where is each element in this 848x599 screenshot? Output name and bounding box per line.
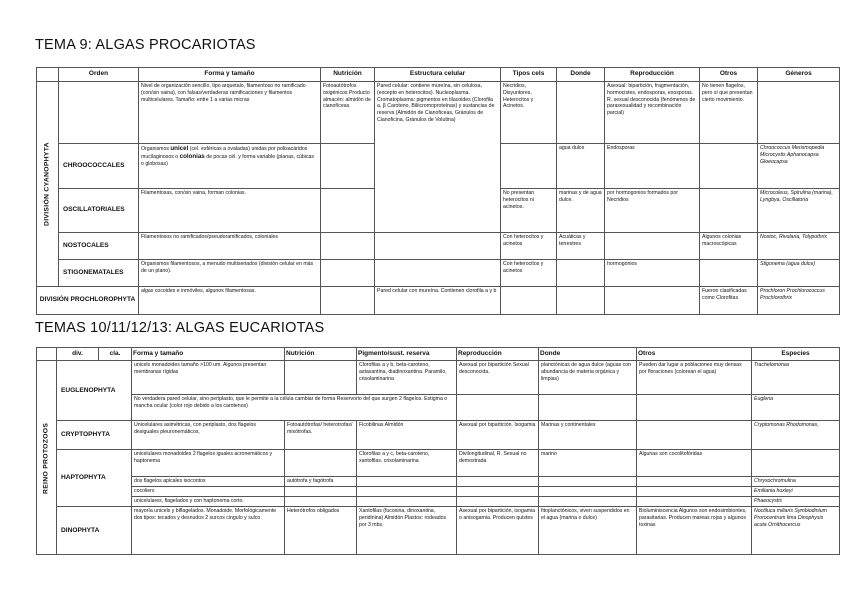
cell-empty: [457, 477, 539, 487]
cell-empty: [501, 144, 557, 189]
header-otros: Otros: [637, 348, 752, 361]
cell-tipos: Necridios, Disyuntores, Heterocitos y Acinetos.: [501, 82, 557, 144]
table-procariotas: [36, 67, 840, 315]
cell-forma: No verdadera pared celular, sino periplasto, que le permite a la célula cambiar de forma Reservorio del que surgen 2 flagelos. Estigma o mancha ocular (color rojo debido a los carotenos): [132, 395, 457, 421]
cell-empty: [457, 395, 539, 421]
cell-empty: [557, 287, 605, 315]
header-donde: Donde: [557, 68, 605, 82]
div-dinophyta: DINOPHYTA: [57, 507, 132, 555]
cell-empty: [539, 487, 637, 497]
text-part: (cel. esféricas a ovaladas) unidas por polisacáridos mucilaginosos o: [141, 146, 308, 161]
cell-empty: [637, 421, 752, 450]
cell-empty: [321, 189, 375, 233]
division-prochlorophyta: DIVISIÓN PROCHLOROPHYTA: [37, 287, 139, 315]
cell-empty: [637, 395, 752, 421]
cell-tipos: Con heterocitos y acinetos: [501, 233, 557, 260]
header-forma: Forma y tamaño: [139, 68, 321, 82]
cell-empty: [557, 260, 605, 287]
cell-empty: [59, 82, 139, 144]
cell-pigmento: Clorofilas a y b, beta-caroteno, astaxantina, diadinoxantina. Paramilo, crisolaminarina: [357, 361, 457, 395]
cell-especies: Cryptomonas Rhodomonas,: [752, 421, 840, 450]
cell-empty: [637, 477, 752, 487]
cell-estructura: Pared celular con mureína. Contienen clorofila a y b: [375, 287, 501, 315]
cell-forma: cocoliers: [132, 487, 285, 497]
text-part: Organismos: [141, 146, 171, 152]
cell-forma: unicelulares, flagelados y con haptonema corto.: [132, 497, 285, 507]
cell-empty: [457, 487, 539, 497]
header-generos: Géneros: [758, 68, 840, 82]
title-eucariotas: TEMAS 10/11/12/13: ALGAS EUCARIOTAS: [35, 320, 325, 336]
cell-forma: unicelulares monadoides 2 flagelos iguales acronemáticos y haptonema: [132, 450, 285, 477]
cell-empty: [758, 82, 840, 144]
cell-tipos: Con heterocitos y acinetos: [501, 260, 557, 287]
cell-empty: [357, 487, 457, 497]
header-div: div.: [57, 348, 99, 361]
table-row: [37, 233, 840, 260]
cell-pigmento: Xantofilas (fucoxina, dinoxantina, peridinina) Almidón Plastos: rodeados por 3 mbs.: [357, 507, 457, 555]
table-row: [37, 395, 840, 421]
text-part-bold: colonias: [179, 153, 205, 161]
order-nostocales: NOSTOCALES: [59, 233, 139, 260]
cell-empty: [700, 144, 758, 189]
header-pigmento: Pigmento/sust. reserva: [357, 348, 457, 361]
header-row: [37, 348, 840, 361]
cell-generos: Chroococcus Merismopedia Microcystis Aphanocapsa Gloeocapsa: [758, 144, 840, 189]
cell-empty: [605, 287, 700, 315]
cell-donde: marinas y de agua dulce.: [557, 189, 605, 233]
cell-nutricion: Heterótrofos obligados: [285, 507, 357, 555]
div-euglenophyta: EUGLENOPHYTA: [57, 361, 132, 421]
cell-empty: [539, 477, 637, 487]
order-stigonematales: STIGONEMATALES: [59, 260, 139, 287]
cell-donde: agua dulce: [557, 144, 605, 189]
table-row: [37, 507, 840, 555]
cell-nutricion: Fotoautótrofas/ heterotrofas/ mixótrofas.: [285, 421, 357, 450]
cell-reproduccion: Endosporas: [605, 144, 700, 189]
cell-empty: [357, 477, 457, 487]
cell-forma: Filamentosos no ramificados/pseudoramificados, coloniales: [139, 233, 321, 260]
cell-empty: [375, 260, 501, 287]
table-row: [37, 421, 840, 450]
cell-nutricion: autótrofa y fagótrofa: [285, 477, 357, 487]
cell-especies: Emiliania huxleyi: [752, 487, 840, 497]
header-otros: Otros: [700, 68, 758, 82]
table-row: [37, 260, 840, 287]
cell-empty: [321, 287, 375, 315]
cell-reproduccion: Asexual por bipartición. Isogamia: [457, 421, 539, 450]
cell-forma: dos flagelos apicales isocontos: [132, 477, 285, 487]
cell-forma: algas cocoides e inmóviles, algunos filamentosas.: [139, 287, 321, 315]
cell-otros: No tienen flagelos, pero sí que presentan cierto movimiento.: [700, 82, 758, 144]
cell-empty: [357, 497, 457, 507]
header-estructura: Estructura celular: [375, 68, 501, 82]
cell-donde: Acuáticas y terrestres: [557, 233, 605, 260]
cell-generos: Nostoc, Rivularia, Tolypothrix: [758, 233, 840, 260]
header-tipos: Tipos cels: [501, 68, 557, 82]
cell-empty: [501, 287, 557, 315]
cell-estructura: Pared celular: contiene mureína, sin celulosa, (excepto en heterocitos). Nucleoplasma. Cromatoplasma: pigmentos en tilacoides (Clorofila a, β Caroteno, Biliicromoproteínas) y sustancias de reserva (Almidón de Cianoficeas, Gránulos de Cianoficina, Gránulos de Volutina): [375, 82, 501, 233]
cell-pigmento: Clorofilas a y c, beta-caroteno, xantofilas. crisolaminarina: [357, 450, 457, 477]
cell-pigmento: Ficobilinas Almidón: [357, 421, 457, 450]
header-nutricion: Nutrición: [285, 348, 357, 361]
text-part: de pocas cél. y forma variable (planas, cúbicas o globosas): [141, 154, 315, 168]
cell-empty: [285, 450, 357, 477]
cell-reproduccion: Asexual: bipartición, fragmentación, hormocistes, endosporas, exosporas. R. sexual desconocida (fenómenos de parasexualidad y recombinación parcial): [605, 82, 700, 144]
cell-empty: [285, 487, 357, 497]
header-cla: cla.: [99, 348, 132, 361]
cell-donde: marino: [539, 450, 637, 477]
cell-especies: Chrysochromulina: [752, 477, 840, 487]
cell-donde: planctónicas de agua dulce (aguas con abundancia de materia orgánica y limpias): [539, 361, 637, 395]
cell-otros: Algunos colonias macroscópicas: [700, 233, 758, 260]
table-row: [37, 287, 840, 315]
cell-especies: Phaeocystis: [752, 497, 840, 507]
cell-forma: Unicelulares asimétricas, con periplasto, dos flagelos desiguales pleuronemáticos,: [132, 421, 285, 450]
cell-generos: [758, 260, 840, 287]
cell-reproduccion: por hormogonios formados por Necridios: [605, 189, 700, 233]
reino-protozoos-label: REINO PROTOZOOS: [37, 361, 57, 555]
cell-forma: mayoría unicels y biflagelados. Monadoide. Morfológicamente dos tipos: tecados y desnudos 2 surcos cingulo y sulco: [132, 507, 285, 555]
cell-donde: Marinas y continentales: [539, 421, 637, 450]
table-row: [37, 82, 840, 144]
header-orden: Orden: [59, 68, 139, 82]
header-row: [37, 68, 840, 82]
cell-empty: [637, 487, 752, 497]
table-row: [37, 497, 840, 507]
cell-especies: Euglena: [752, 395, 840, 421]
cell-reproduccion: Asexual por bipartición Sexual desconocida.: [457, 361, 539, 395]
cell-empty: [557, 82, 605, 144]
table-eucariotas: [36, 347, 840, 555]
cell-empty: [539, 395, 637, 421]
cell-nutricion: Fotoautótrofos oxigénicos Producto almacén: almidón de cianofíceas.: [321, 82, 375, 144]
cell-tipos: No presentan heterocitos ni acinetos.: [501, 189, 557, 233]
text-part-bold: unicel: [170, 145, 189, 152]
header-forma: Forma y tamaño: [132, 348, 285, 361]
order-chroococcales: CHROOCOCCALES: [59, 144, 139, 189]
cell-especies: Noctiluca miliaris Symbiodinium Prorocentrum lima Dinophysis acuta Ornithocercus: [752, 507, 840, 555]
cell-empty: [637, 497, 752, 507]
cell-empty: [700, 260, 758, 287]
cell-reproduccion: Asexual por bipartición, isogamia o anisogamia. Producen quistes: [457, 507, 539, 555]
cell-empty: [285, 361, 357, 395]
cell-empty: [321, 233, 375, 260]
table-row: [37, 477, 840, 487]
corner-cell: [37, 68, 59, 82]
cell-reproduccion: Divilongitudinal, R. Sexual no demostrada: [457, 450, 539, 477]
header-especies: Especies: [752, 348, 840, 361]
cell-otros: Fueron clasificadas como Clorofitas: [700, 287, 758, 315]
cell-forma: Filamentosas, con/sin vaina, forman colonias.: [139, 189, 321, 233]
corner-cell: [37, 348, 57, 361]
title-procariotas: TEMA 9: ALGAS PROCARIOTAS: [35, 37, 256, 53]
cell-otros: Pueden dar lugar a poblaciones muy densas por floraciones (colorean el agua): [637, 361, 752, 395]
cell-forma: [139, 144, 321, 189]
cell-generos: Prochloron Prochlorococcus Prochlorothrix: [758, 287, 840, 315]
header-reproduccion: Reproducción: [605, 68, 700, 82]
header-nutricion: Nutrición: [321, 68, 375, 82]
cell-otros: Bioluminiscencia Algunos son endosimbiontes, parasitarias. Producen mareas rojas y algunos toxinas: [637, 507, 752, 555]
div-cryptophyta: CRYPTOPHYTA: [57, 421, 132, 450]
cell-especies: Trachelomonas: [752, 361, 840, 395]
table-row: [37, 450, 840, 477]
cell-generos: Microcoleus, Spirulina (marina), Lyngbya, Oscillatoria: [758, 189, 840, 233]
div-haptophyta: HAPTOPHYTA: [57, 450, 132, 507]
cell-forma: Organismos filamentosos, a menudo multiseriados (división celular en más de un plano).: [139, 260, 321, 287]
generos-text: Stigonema (agua dulce): [760, 261, 816, 267]
cell-empty: [321, 144, 375, 189]
cell-empty: [321, 260, 375, 287]
cell-empty: [752, 450, 840, 477]
cell-empty: [375, 233, 501, 260]
cell-forma: unicels monadoides tamaño >100 um. Algunos presentan membranas rígidas: [132, 361, 285, 395]
cell-donde: fitoplanctónicos, viven suspendidos en el agua (marina o dulce): [539, 507, 637, 555]
cell-empty: [700, 189, 758, 233]
cell-empty: [605, 233, 700, 260]
order-oscillatoriales: OSCILLATORIALES: [59, 189, 139, 233]
cell-empty: [457, 497, 539, 507]
header-reproduccion: Reproducción: [457, 348, 539, 361]
cell-otros: Algunas son cocolitofóridas: [637, 450, 752, 477]
table-row: [37, 487, 840, 497]
cell-reproduccion: hormogonios: [605, 260, 700, 287]
cell-empty: [539, 497, 637, 507]
cell-empty: [285, 497, 357, 507]
table-row: [37, 361, 840, 395]
division-cyanophyta-label: DIVISIÓN CYANOPHYTA: [37, 82, 59, 287]
header-donde: Donde: [539, 348, 637, 361]
cell-forma: Nivel de organización sencillo, tipo arquetalo, filamentoso no ramificado (con/sin vaina), con falsas/verdaderas ramificaciones y filamentos multicelulares. Tamaño: entre 1 a varias micras: [139, 82, 321, 144]
